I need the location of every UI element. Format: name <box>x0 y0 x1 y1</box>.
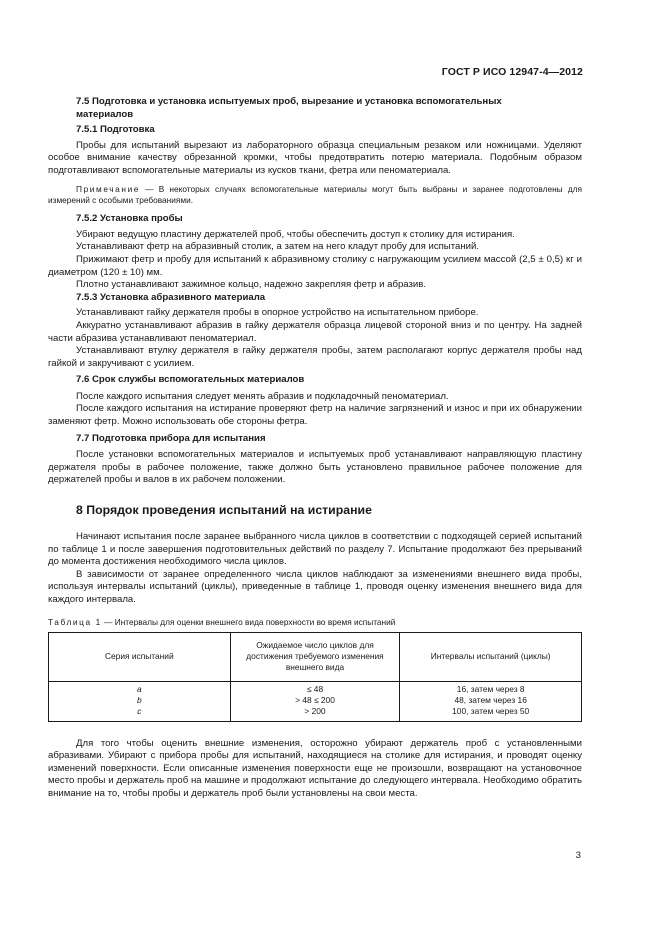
table-header-cell: Ожидаемое число циклов для достижения требуемого изменения внешнего вида <box>230 632 400 681</box>
section-7-5-2-p2: Устанавливают фетр на абразивный столик, а затем на него кладут пробу для испытаний. <box>76 241 480 253</box>
table-caption <box>48 617 582 628</box>
section-7-7-p1: После установки вспомогательных материалов и испытуемых проб устанавливают направляющую пластину держателя пробы в рабочее положение, также должно быть установлено правильное рабочее положение для держателей пробы и валов в их рабочем положении. <box>48 449 582 486</box>
table-caption-label: Таблица 1 <box>48 616 102 627</box>
section-7-5-2-p4: Плотно устанавливают зажимное кольцо, надежно закрепляя фетр и абразив. <box>76 279 427 291</box>
document-header: ГОСТ Р ИСО 12947-4—2012 <box>441 66 583 78</box>
section-7-5-3-p2: Аккуратно устанавливают абразив в гайку держателя образца лицевой стороной вниз и по центру. На задней части абразива устанавливают пеноматериал. <box>48 319 582 344</box>
table-header-cell: Серия испытаний <box>49 632 231 681</box>
series-value: b <box>136 694 142 705</box>
section-7-5-heading-line2: материалов <box>76 108 134 120</box>
table-header-row <box>49 632 582 681</box>
section-7-7-heading: 7.7 Подготовка прибора для испытания <box>76 432 266 444</box>
section-7-5-2-p3: Прижимают фетр и пробу для испытаний к абразивному столику с нагружающим усилием массой (2,5 ± 0,5) кг и диаметром (120 ± 10) мм. <box>48 253 582 278</box>
page-content <box>48 96 582 801</box>
table-header-cell: Интервалы испытаний (циклы) <box>400 632 582 681</box>
section-7-5-3-heading: 7.5.3 Установка абразивного материала <box>76 291 266 303</box>
cycles-value: > 200 <box>304 705 326 716</box>
final-paragraph: Для того чтобы оценить внешние изменения, осторожно убирают держатель проб с установленными абразивами. Убирают с прибора пробы для испытаний, находящиеся на столике для истирания, и проводят оценку изменений поверхности. Если описанные изменения поверхности еще не произошли, возвращают на установочное место пробы и держатель проб на машине и продолжают испытание до следующего интервала. Необходимо обратить внимание на то, чтобы пробы и держатель проб были установлены на свои места. <box>48 737 582 799</box>
page-number: 3 <box>575 850 581 861</box>
table-row <box>49 681 582 721</box>
note <box>48 184 582 208</box>
section-7-5-1-heading: 7.5.1 Подготовка <box>76 124 155 136</box>
series-value: c <box>137 705 142 716</box>
interval-value: 48, затем через 16 <box>454 694 527 705</box>
section-7-5-1-paragraph: Пробы для испытаний вырезают из лабораторного образца специальным резаком или ножницами. Уделяют особое внимание качеству обрезанной кромки, чтобы предотвратить потерю материала. Подобным образом подготавливают вспомогательные материалы из кусков ткани, фетра или пеноматериала. <box>48 139 582 176</box>
cycles-value: > 48 ≤ 200 <box>295 694 335 705</box>
section-7-5-3-p1: Устанавливают гайку держателя пробы в опорное устройство на испытательном приборе. <box>76 307 479 319</box>
section-7-6-p1: После каждого испытания следует менять абразив и подкладочный пеноматериал. <box>76 390 449 402</box>
note-label: Примечание <box>76 183 141 194</box>
interval-value: 16, затем через 8 <box>456 683 525 694</box>
section-8-heading: 8 Порядок проведения испытаний на истирание <box>76 503 372 518</box>
table-cell-series <box>49 681 231 721</box>
section-8-p1: Начинают испытания после заранее выбранного числа циклов в соответствии с подходящей серией испытаний по таблице 1 и после завершения подготовительных действий по разделу 7. Испытание продолжают без прерываний до момента достижения необходимого числа циклов. <box>48 531 582 568</box>
section-7-6-heading: 7.6 Срок службы вспомогательных материалов <box>76 374 305 386</box>
section-7-5-2-heading: 7.5.2 Установка пробы <box>76 213 183 225</box>
table-cell-intervals <box>400 681 582 721</box>
intervals-table <box>48 632 582 722</box>
note-text: — В некоторых случаях вспомогательные материалы могут быть выбраны и заранее подготовлены для измерений с особыми требованиями. <box>48 183 582 206</box>
series-value: a <box>136 683 142 694</box>
section-8-p2: В зависимости от заранее определенного числа циклов наблюдают за изменениями внешнего вида пробы, используя интервалы испытаний (циклы), приведенные в таблице 1, проводя оценку изменения внешнего вида для каждого интервала. <box>48 568 582 605</box>
interval-value: 100, затем через 50 <box>452 705 530 716</box>
section-7-6-p2: После каждого испытания на истирание проверяют фетр на наличие загрязнений и износ и при их обнаружении заменяют фетр. Можно использовать обе стороны фетра. <box>48 403 582 428</box>
table-cell-cycles <box>230 681 400 721</box>
section-7-5-heading <box>48 96 582 121</box>
section-7-5-2-p1: Убирают ведущую пластину держателей проб, чтобы обеспечить доступ к столику для истирания. <box>76 228 515 240</box>
section-7-5-heading-line1: 7.5 Подготовка и установка испытуемых проб, вырезание и установка вспомогательных <box>76 96 502 107</box>
cycles-value: ≤ 48 <box>306 683 324 694</box>
section-7-5-3-p3: Устанавливают втулку держателя в гайку держателя пробы, затем располагают корпус держателя пробы над гайкой и закручивают с усилием. <box>48 345 582 369</box>
table-caption-text: — Интервалы для оценки внешнего вида поверхности во время испытаний <box>101 616 396 627</box>
